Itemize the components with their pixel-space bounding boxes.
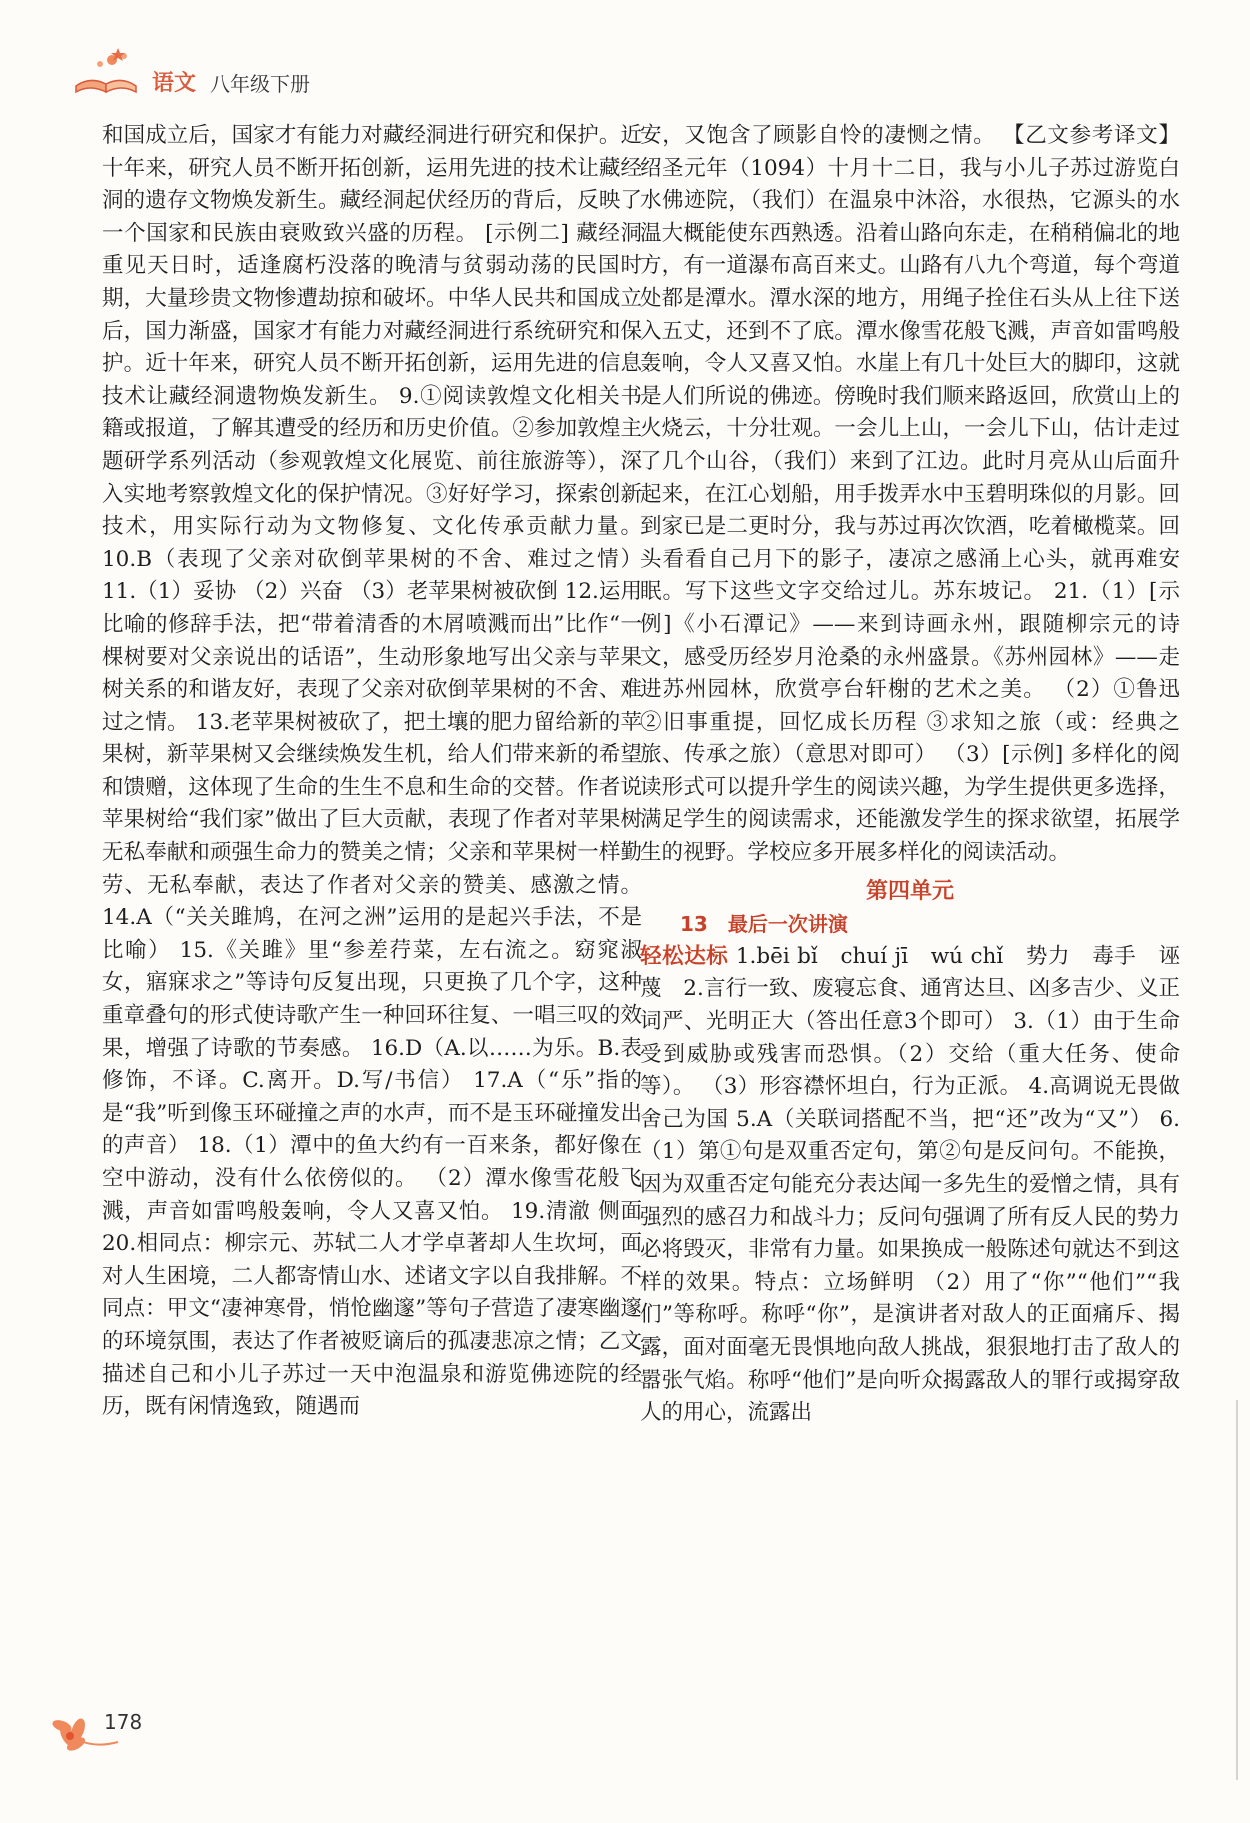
lesson-title: 13 最后一次讲演 <box>680 912 848 937</box>
grade-label: 八年级下册 <box>210 72 310 96</box>
open-book-star-icon <box>72 46 142 96</box>
page-number: 178 <box>104 1710 143 1734</box>
right-column-text-2 <box>640 941 1180 1430</box>
page-header <box>72 40 1172 98</box>
section-text: 1.bēi bǐ chuí jī wú chǐ 势力 毒手 诬蔑 2.言行一致、废寝忘食、通宵达旦、凶多吉少、义正词严、光明正大（答出任意3个即可） 3.（1）由于生命受到威胁或残害而恐惧。（2）交给（重大任务、使命等）。 （3）形容襟怀坦白，行为正派。 4.高调说无畏做舍己为国 5.A（关联词搭配不当，把“还”改为“又”） 6.（1）第①句是双重否定句，第②句是反问句。不能换，因为双重否定句能充分表达闻一多先生的爱憎之情，具有强烈的感召力和战斗力；反问句强调了所有反人民的势力必将毁灭，非常有力量。如果换成一般陈述句就达不到这样的效果。特点：立场鲜明 （2）用了“你”“他们”“我们”等称呼。称呼“你”，是演讲者对敌人的正面痛斥、揭露，面对面毫无畏惧地向敌人挑战，狠狠地打击了敌人的嚣张气焰。称呼“他们”是向听众揭露敌人的罪行或揭穿敌人的用心，流露出 <box>640 943 1180 1426</box>
right-column <box>640 120 1180 1430</box>
page-edge-line <box>1236 1400 1238 1780</box>
section-label: 轻松达标 <box>640 943 729 969</box>
subject-label: 语文 <box>152 71 197 96</box>
right-column-text-1: 安，又饱含了顾影自怜的凄恻之情。 【乙文参考译文】绍圣元年（1094）十月十二日，我与小儿子苏过游览白水佛迹院，（我们）在温泉中沐浴，水很热，它源头的水温大概能使东西熟透。沿着山路向东走，在稍稍偏北的地方，有一道瀑布高百来丈。山路有八九个弯道，每个弯道处都是潭水。潭水深的地方，用绳子拴住石头从上往下送入五丈，还到不了底。潭水像雪花般飞溅，声音如雷鸣般轰响，令人又喜又怕。水崖上有几十处巨大的脚印，这就是人们所说的佛迹。傍晚时我们顺来路返回，欣赏山上的火烧云，十分壮观。一会儿上山，一会儿下山，估计走过了几个山谷，（我们）来到了江边。此时月亮从山后面升起来，在江心划船，用手拨弄水中玉碧明珠似的月影。回到家已是二更时分，我与苏过再次饮酒，吃着橄榄菜。回头看看自己月下的影子，凄凉之感涌上心头，就再难安眠。写下这些文字交给过儿。苏东坡记。 21.（1）[示例]《小石潭记》——来到诗画永州，跟随柳宗元的诗文，感受历经岁月沧桑的永州盛景。《苏州园林》——走进苏州园林，欣赏亭台轩榭的艺术之美。 （2）①鲁迅 ②旧事重提，回忆成长历程 ③求知之旅（或：经典之旅、传承之旅）（意思对即可） （3）[示例] 多样化的阅读形式可以提升学生的阅读兴趣，为学生提供更多选择，满足学生的阅读需求，还能激发学生的探求欲望，拓展学生的视野。学校应多开展多样化的阅读活动。 <box>640 123 1180 866</box>
left-column <box>102 120 642 1424</box>
unit-title: 第四单元 <box>865 878 954 904</box>
page-footer <box>48 1686 188 1766</box>
left-column-text: 和国成立后，国家才有能力对藏经洞进行研究和保护。近十年来，研究人员不断开拓创新，运用先进的技术让藏经洞的遗存文物焕发新生。藏经洞起伏经历的背后，反映了一个国家和民族由衰败致兴盛的历程。 [示例二] 藏经洞重见天日时，适逢腐朽没落的晚清与贫弱动荡的民国时期，大量珍贵文物惨遭劫掠和破坏。中华人民共和国成立后，国力渐盛，国家才有能力对藏经洞进行系统研究和保护。近十年来，研究人员不断开拓创新，运用先进的信息技术让藏经洞遗物焕发新生。 9.①阅读敦煌文化相关书籍或报道，了解其遭受的经历和历史价值。②参加敦煌主题研学系列活动（参观敦煌文化展览、前往旅游等），深入实地考察敦煌文化的保护情况。③好好学习，探索创新技术，用实际行动为文物修复、文化传承贡献力量。 10.B（表现了父亲对砍倒苹果树的不舍、难过之情） 11.（1）妥协 （2）兴奋 （3）老苹果树被砍倒 12.运用比喻的修辞手法，把“带着清香的木屑喷溅而出”比作“一棵树要对父亲说出的话语”，生动形象地写出父亲与苹果树关系的和谐友好，表现了父亲对砍倒苹果树的不舍、难过之情。 13.老苹果树被砍了，把土壤的肥力留给新的苹果树，新苹果树又会继续焕发生机，给人们带来新的希望和馈赠，这体现了生命的生生不息和生命的交替。作者说苹果树给“我们家”做出了巨大贡献，表现了作者对苹果树无私奉献和顽强生命力的赞美之情；父亲和苹果树一样勤劳、无私奉献，表达了作者对父亲的赞美、感激之情。 14.A（“关关雎鸠，在河之洲”运用的是起兴手法，不是比喻） 15.《关雎》里“参差荇菜，左右流之。窈窕淑女，寤寐求之”等诗句反复出现，只更换了几个字，这种重章叠句的形式使诗歌产生一种回环往复、一唱三叹的效果，增强了诗歌的节奏感。 16.D（A.以……为乐。B.表修饰，不译。C.离开。D.写/书信） 17.A（“乐”指的是“我”听到像玉环碰撞之声的水声，而不是玉环碰撞发出的声音） 18.（1）潭中的鱼大约有一百来条，都好像在空中游动，没有什么依傍似的。 （2）潭水像雪花般飞溅，声音如雷鸣般轰响，令人又喜又怕。 19.清澈 侧面 20.相同点：柳宗元、苏轼二人才学卓著却人生坎坷，面对人生困境，二人都寄情山水、述诸文字以自我排解。不同点：甲文“凄神寒骨，悄怆幽邃”等句子营造了凄寒幽邃的环境氛围，表达了作者被贬谪后的孤凄悲凉之情；乙文描述自己和小儿子苏过一天中泡温泉和游览佛迹院的经历，既有闲情逸致，随遇而 <box>102 123 642 1420</box>
